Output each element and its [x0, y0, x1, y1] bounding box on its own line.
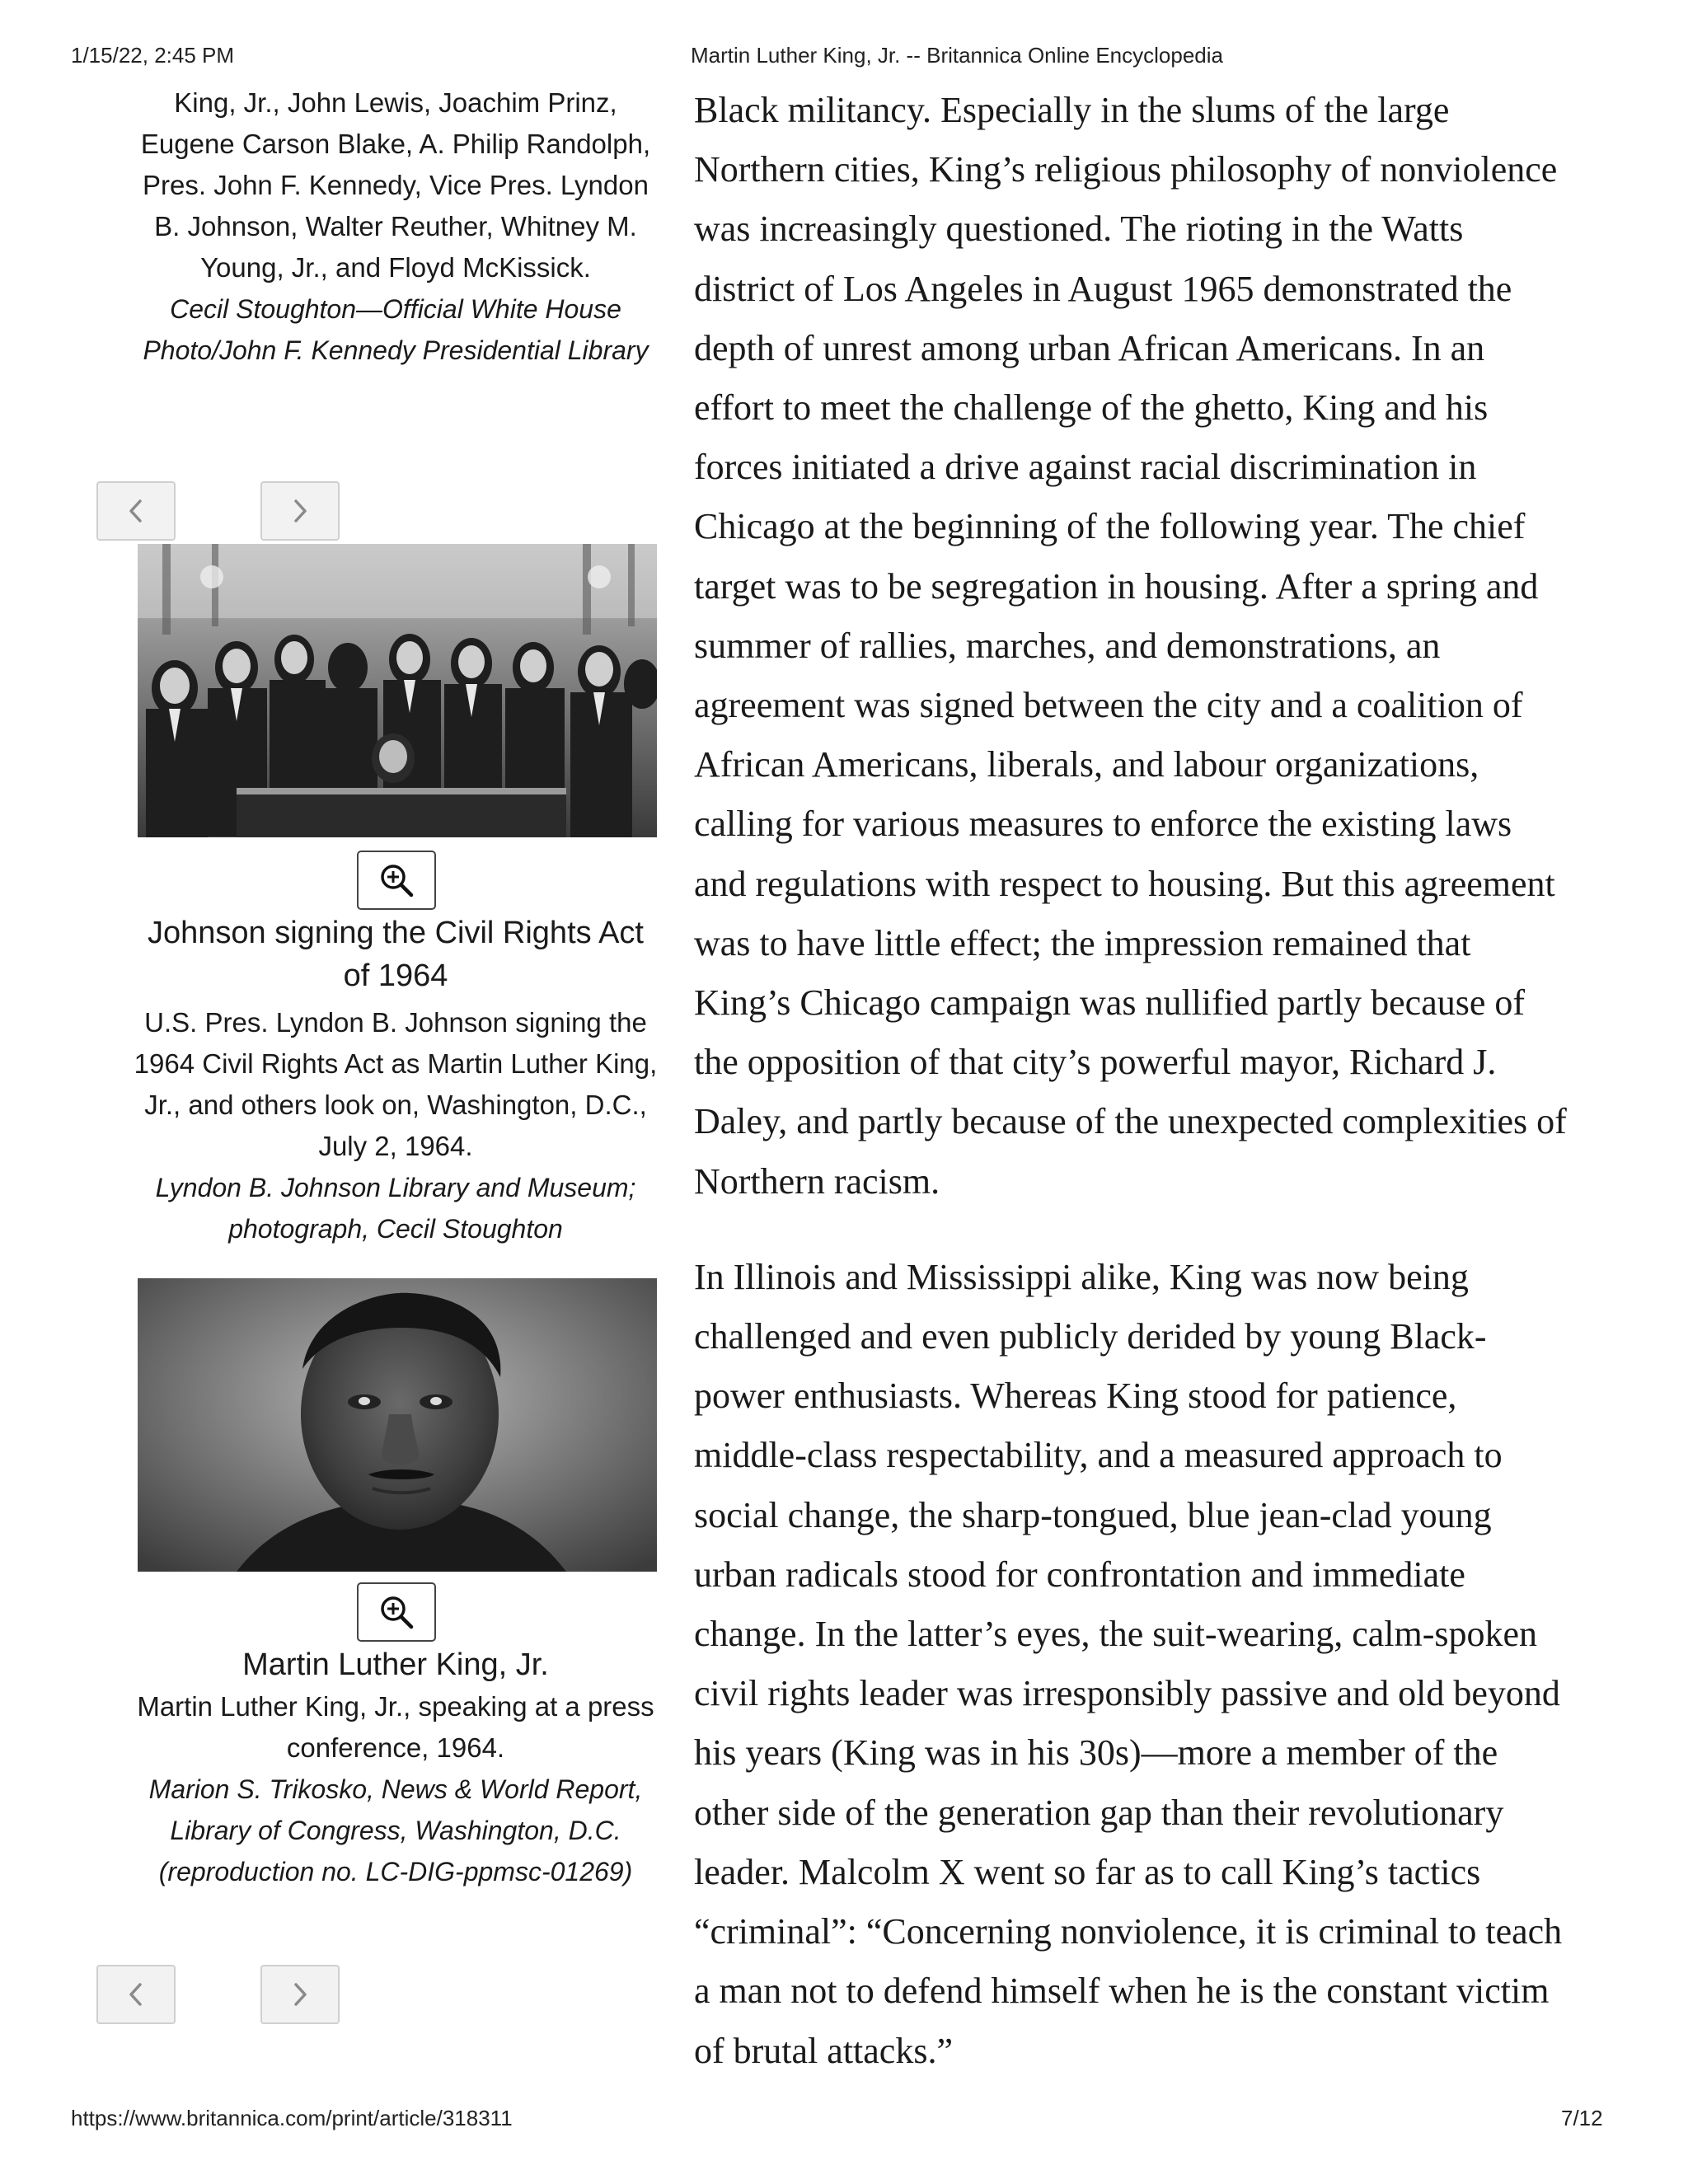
print-page-title: Martin Luther King, Jr. -- Britannica Online Encyclopedia: [691, 43, 1223, 68]
caption-description: U.S. Pres. Lyndon B. Johnson signing the 1964 Civil Rights Act as Martin Luther King, Jr., and others look on, Washington, D.C., July 2, 1964.: [134, 1007, 658, 1161]
chevron-right-icon: [289, 1980, 311, 2008]
caption-description: Martin Luther King, Jr., speaking at a press conference, 1964.: [137, 1691, 654, 1763]
caption-credit: Marion S. Trikosko, News & World Report, Library of Congress, Washington, D.C. (reproduction no. LC-DIG-ppmsc-01269): [148, 1774, 643, 1886]
zoom-in-icon: [378, 862, 415, 898]
media-caption: [132, 1643, 659, 1892]
article-body: [694, 81, 1568, 2081]
chevron-right-icon: [289, 497, 311, 525]
print-page-number: 7/12: [1561, 2106, 1603, 2130]
chevron-left-icon: [125, 497, 147, 525]
caption-credit: Lyndon B. Johnson Library and Museum; photograph, Cecil Stoughton: [155, 1173, 636, 1244]
caption-credit: Cecil Stoughton—Official White House Photo/John F. Kennedy Presidential Library: [143, 294, 649, 365]
carousel-prev-button[interactable]: [96, 481, 176, 541]
civil-rights-act-signing-photo[interactable]: [138, 544, 657, 837]
carousel-prev-button[interactable]: [96, 1965, 176, 2024]
carousel-next-button[interactable]: [260, 481, 340, 541]
caption-title: Johnson signing the Civil Rights Act of 1964: [148, 916, 644, 993]
caption-description: King, Jr., John Lewis, Joachim Prinz, Eugene Carson Blake, A. Philip Randolph, Pres. John F. Kennedy, Vice Pres. Lyndon B. Johnson, Walter Reuther, Whitney M. Young, Jr., and Floyd McKissick.: [140, 87, 651, 283]
media-caption-previous: [132, 82, 659, 371]
article-paragraph: In Illinois and Mississippi alike, King was now being challenged and even publicly derided by young Black-power enthusiasts. Whereas King stood for patience, middle-class respectability, and a measured approach to social change, the sharp-tongued, blue jean-clad young urban radicals stood for confrontation and immediate change. In the latter’s eyes, the suit-wearing, calm-spoken civil rights leader was irresponsibly passive and old beyond his years (King was in his 30s)—more a member of the other side of the generation gap than their revolutionary leader. Malcolm X went so far as to call King’s tactics “criminal”: “Concerning nonviolence, it is criminal to teach a man not to defend himself when he is the constant victim of brutal attacks.”: [694, 1256, 1563, 2071]
mlk-press-conference-photo[interactable]: [138, 1278, 657, 1572]
caption-title: Martin Luther King, Jr.: [242, 1647, 549, 1682]
zoom-in-icon: [378, 1594, 415, 1630]
zoom-image-button[interactable]: [357, 851, 436, 910]
print-datetime: 1/15/22, 2:45 PM: [71, 43, 235, 68]
zoom-image-button[interactable]: [357, 1582, 436, 1642]
media-caption: [132, 912, 659, 1249]
chevron-left-icon: [125, 1980, 147, 2008]
print-url: https://www.britannica.com/print/article/318311: [71, 2106, 513, 2130]
article-paragraph: Black militancy. Especially in the slums of the large Northern cities, King’s religious philosophy of nonviolence was increasingly questioned. The rioting in the Watts district of Los Angeles in August 1965 demonstrated the depth of unrest among urban African Americans. In an effort to meet the challenge of the ghetto, King and his forces initiated a drive against racial discrimination in Chicago at the beginning of the following year. The chief target was to be segregation in housing. After a spring and summer of rallies, marches, and demonstrations, an agreement was signed between the city and a coalition of African Americans, liberals, and labour organizations, calling for various measures to enforce the existing laws and regulations with respect to housing. But this agreement was to have little effect; the impression remained that King’s Chicago campaign was nullified partly because of the opposition of that city’s powerful mayor, Richard J. Daley, and partly because of the unexpected complexities of Northern racism.: [694, 90, 1567, 1202]
carousel-next-button[interactable]: [260, 1965, 340, 2024]
